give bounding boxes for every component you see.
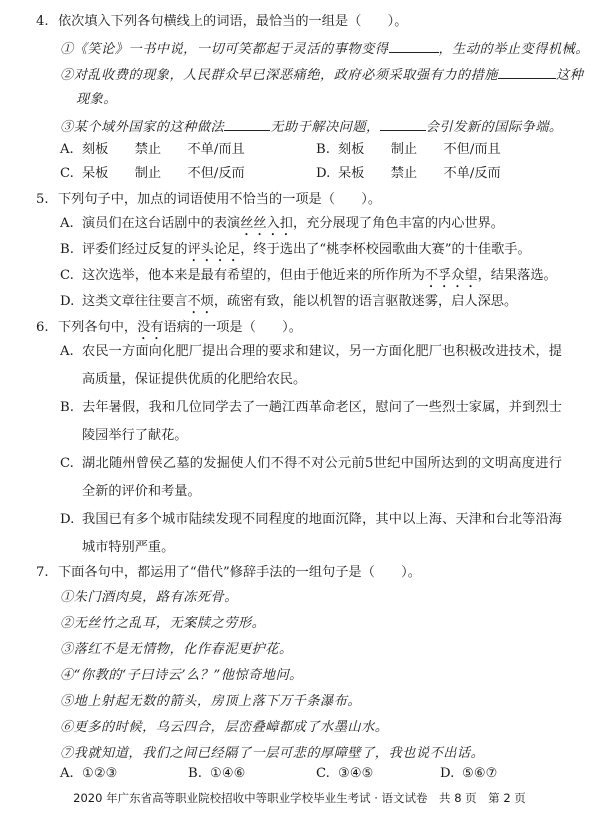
question-stem: 下面各句中，都运用了“借代”修辞手法的一组句子是（ ）。 (58, 565, 421, 580)
option-letter: B. (60, 400, 74, 415)
sentence-text: 这种 (556, 68, 584, 83)
q7-sentence-6: ⑥更多的时候，乌云四合，层峦叠嶂都成了水墨山水。 (60, 720, 389, 735)
q4-sentence-2 (60, 64, 583, 86)
stem-part: 语病的一项是（ ）。 (163, 320, 302, 335)
sentence-text: 无助于解决问题， (270, 120, 380, 135)
q7-sentence-5: ⑤地上射起无数的箭头，房顶上落下万千条瀑布。 (60, 694, 362, 709)
option-text-part: 评委们经过反复的 (82, 242, 188, 257)
fill-blank (380, 116, 426, 131)
dotted-word: 评头论足 (187, 242, 241, 257)
q7-sentence-7: ⑦我就知道，我们之间已经隔了一层可悲的厚障壁了，我也说不出话。 (60, 746, 485, 761)
sentence-marker: ① (60, 42, 74, 57)
q7-sentence-2: ②无丝竹之乱耳，无案牍之劳形。 (60, 616, 266, 631)
option-letter: C. (316, 766, 330, 781)
sentence-text: 现象。 (76, 92, 118, 107)
option-text-part: 这类文章往往要言 (82, 294, 188, 309)
option-text: 农民一方面向化肥厂提出合理的要求和建议，另一方面化肥厂也积极改进技术，提高质量，保证提供优质的化肥给农民。 (82, 344, 562, 387)
option-letter: B. (316, 142, 330, 157)
sentence-text: ，生动的举止变得机械。 (438, 42, 590, 57)
option-letter: D. (60, 294, 75, 309)
option-text: 湖北随州曾侯乙墓的发掘使人们不得不对公元前5世纪中国所达到的文明高度进行全新的评价和考量。 (82, 456, 562, 499)
option-text (82, 214, 504, 239)
sentence-text: 《笑论》一书中说，一切可笑都起于灵活的事物变得 (73, 42, 389, 57)
option-letter: C. (60, 268, 74, 283)
option-text: ①②③ (82, 766, 118, 781)
dotted-word: 不孚众望 (424, 268, 478, 283)
q4-sentence-2-cont (76, 90, 117, 110)
option-text: 刻板 禁止 不单/而且 (82, 142, 245, 157)
sentence-text: 某个域外国家的这种做法 (73, 120, 225, 135)
fill-blank (224, 116, 270, 131)
q7-sentence-4: ④“你教的‘子曰诗云’么？”他惊奇地问。 (60, 668, 303, 683)
question-stem: 依次填入下列各句横线上的词语，最恰当的一组是（ ）。 (58, 14, 408, 29)
option-text: 我国已有多个城市陆续发现不同程度的地面沉降，其中以上海、天津和台北等沿海城市特别严重。 (82, 512, 562, 555)
question-stem: 下列句子中，加点的词语使用不恰当的一项是（ ）。 (58, 192, 382, 207)
question-number: 6. (36, 320, 49, 335)
question-number: 5. (36, 192, 49, 207)
dotted-word: 不烦 (187, 294, 214, 309)
q4-sentence-3 (60, 116, 563, 138)
option-letter: D. (316, 166, 331, 181)
q7-sentence-3: ③落红不是无情物，化作春泥更护花。 (60, 642, 293, 657)
option-text: 去年暑假，我和几位同学去了一趟江西革命老区，慰问了一些烈士家属，并到烈士陵园举行了献花。 (82, 400, 562, 443)
option-text-part: ，终于选出了“桃李杯校园歌曲大赛”的十佳歌手。 (240, 242, 531, 257)
q4-sentence-1 (60, 38, 589, 60)
option-text: ⑤⑥⑦ (462, 766, 498, 781)
fill-blank (389, 38, 439, 53)
dotted-word: 没有 (137, 320, 164, 335)
option-letter: C. (60, 166, 74, 181)
option-text: ③④⑤ (338, 766, 374, 781)
option-letter: A. (60, 344, 74, 359)
option-text: ①④⑥ (210, 766, 246, 781)
option-text-part: ，结果落选。 (477, 268, 557, 283)
question-number: 4. (36, 14, 49, 29)
page-footer: 2020 年广东省高等职业院校招收中等职业学校毕业生考试 · 语文试卷 共 8 页 第 2 页 (73, 791, 526, 805)
option-letter: D. (440, 766, 455, 781)
q7-sentence-1: ①朱门酒肉臭，路有冻死骨。 (60, 590, 238, 605)
option-letter: B. (188, 766, 202, 781)
option-text-part: 演员们在这台话剧中的表演 (82, 216, 241, 231)
option-text (82, 266, 557, 291)
sentence-marker: ③ (60, 120, 74, 135)
option-text: 刻板 制止 不但/而且 (338, 142, 501, 157)
option-letter: A. (60, 766, 74, 781)
option-letter: C. (60, 456, 74, 471)
option-text-part: 这次选举，他本来是最有希望的，但由于他近来的所作所为 (82, 268, 425, 283)
option-letter: A. (60, 142, 74, 157)
option-text: 呆板 制止 不但/反而 (82, 166, 245, 181)
option-letter: B. (60, 242, 74, 257)
fill-blank (498, 64, 556, 79)
sentence-text: 会引发新的国际争端。 (425, 120, 563, 135)
option-letter: D. (60, 512, 75, 527)
dotted-word: 丝丝入扣 (240, 216, 293, 231)
sentence-text: 对乱收费的现象，人民群众早已深恶痛绝，政府必须采取强有力的措施 (73, 68, 498, 83)
sentence-marker: ② (60, 68, 74, 83)
option-text-part: ，充分展现了角色丰富的内心世界。 (293, 216, 504, 231)
option-text: 呆板 禁止 不单/反而 (338, 166, 501, 181)
option-letter: A. (60, 216, 74, 231)
option-text (82, 292, 517, 317)
option-text (82, 240, 531, 265)
option-text-part: ，疏密有致，能以机智的语言驱散迷雾，启人深思。 (213, 294, 518, 309)
question-number: 7. (36, 565, 49, 580)
stem-part: 下列各句中， (58, 320, 138, 335)
